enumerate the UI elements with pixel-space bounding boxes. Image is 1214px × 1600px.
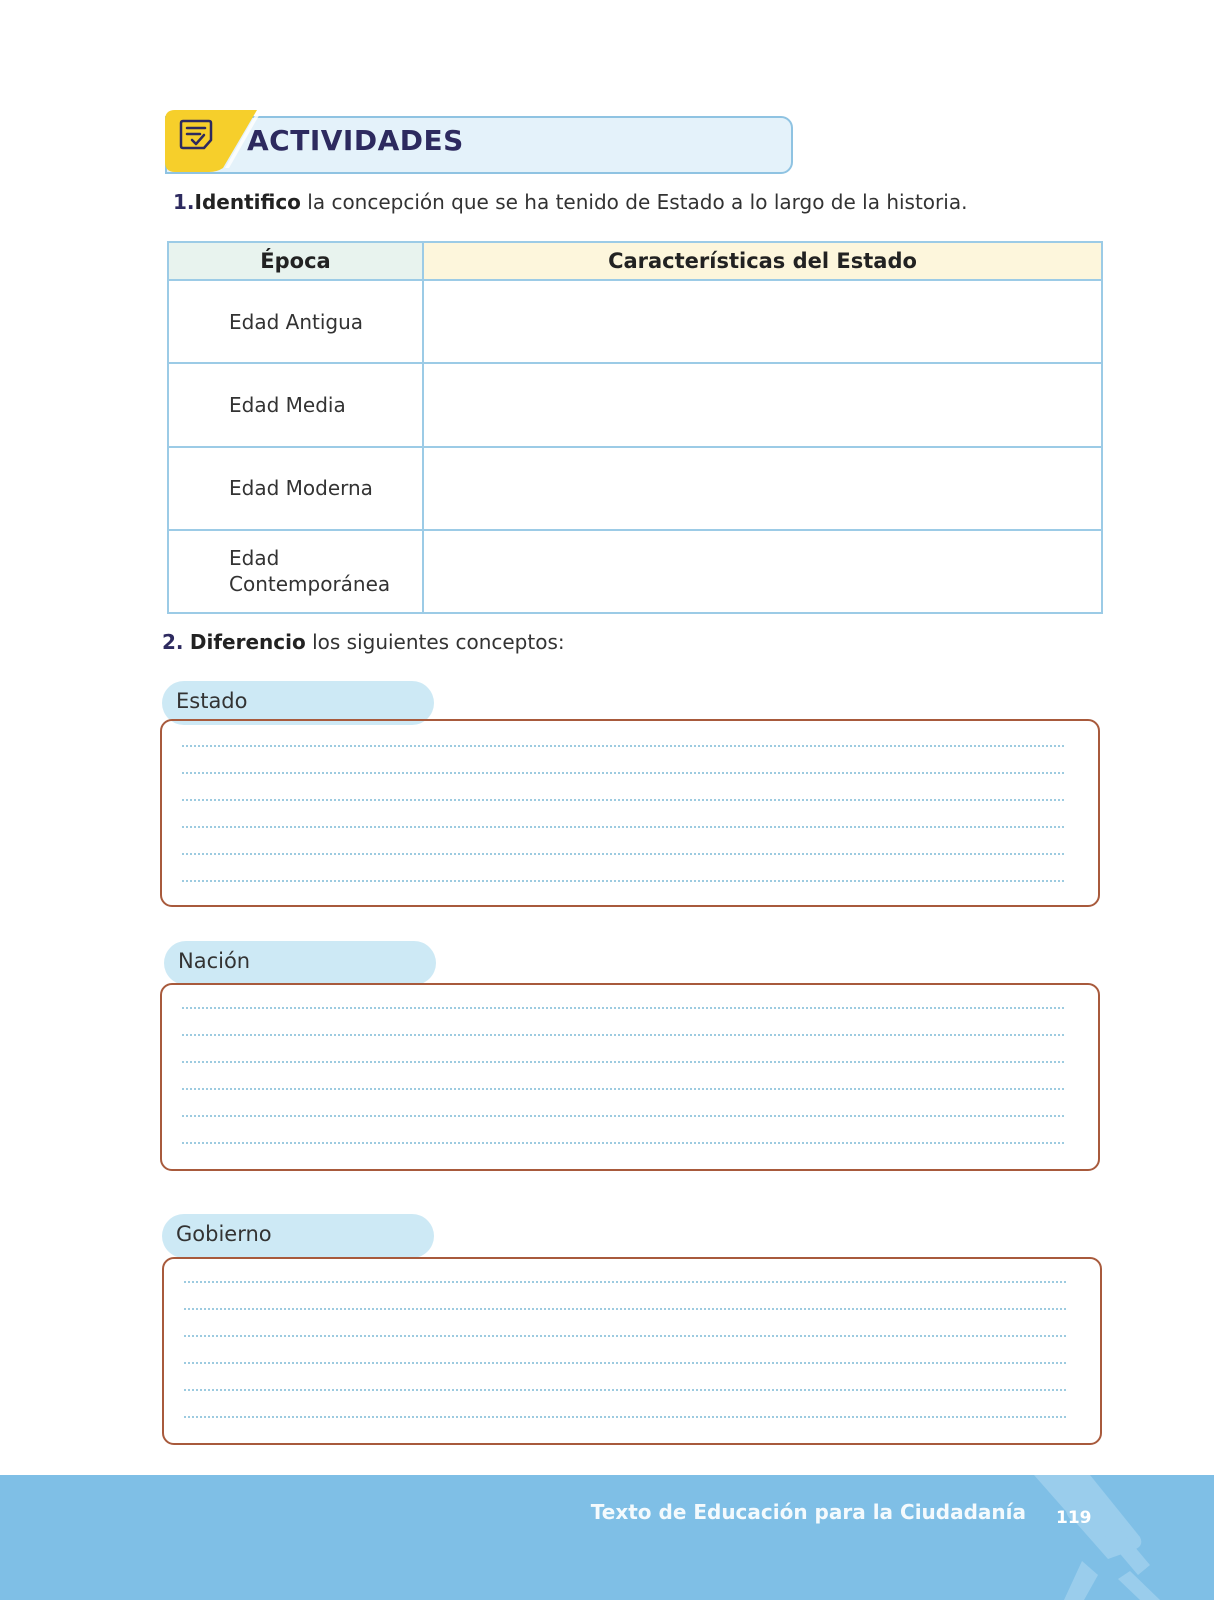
characteristics-cell[interactable] bbox=[423, 280, 1102, 363]
epoch-cell-line-1: Edad bbox=[229, 546, 280, 571]
epoch-cell-line-2: Contemporánea bbox=[229, 572, 391, 597]
epoch-cell: Edad Moderna bbox=[168, 447, 423, 530]
concept-tab-gobierno: Gobierno bbox=[162, 1214, 434, 1258]
writing-line bbox=[182, 1142, 1064, 1144]
table-row bbox=[168, 530, 1102, 613]
answer-box-estado[interactable] bbox=[160, 719, 1100, 907]
page-footer bbox=[0, 1475, 1214, 1600]
checklist-note-icon bbox=[178, 118, 214, 152]
writing-line bbox=[182, 826, 1064, 828]
epoch-cell: Edad Media bbox=[168, 363, 423, 446]
concept-tab-estado: Estado bbox=[162, 681, 434, 725]
writing-line bbox=[182, 880, 1064, 882]
writing-line bbox=[182, 772, 1064, 774]
question-1-verb: Identifico bbox=[194, 190, 301, 214]
question-1 bbox=[173, 190, 967, 214]
table-row bbox=[168, 447, 1102, 530]
question-1-text: la concepción que se ha tenido de Estado a lo largo de la historia. bbox=[300, 190, 968, 214]
epoch-cell: Edad Antigua bbox=[168, 280, 423, 363]
writing-line bbox=[184, 1335, 1066, 1337]
writing-line bbox=[182, 745, 1064, 747]
writing-line bbox=[182, 1061, 1064, 1063]
characteristics-cell[interactable] bbox=[423, 447, 1102, 530]
activities-title: ACTIVIDADES bbox=[247, 124, 464, 157]
characteristics-cell[interactable] bbox=[423, 530, 1102, 613]
writing-line bbox=[182, 1088, 1064, 1090]
characteristics-cell[interactable] bbox=[423, 363, 1102, 446]
answer-box-gobierno[interactable] bbox=[162, 1257, 1102, 1445]
footer-title: Texto de Educación para la Ciudadanía bbox=[590, 1500, 1026, 1524]
rocket-icon bbox=[1020, 1475, 1214, 1600]
writing-line bbox=[184, 1362, 1066, 1364]
header-epoca: Época bbox=[168, 242, 423, 280]
epoch-cell bbox=[168, 530, 423, 613]
writing-line bbox=[182, 1115, 1064, 1117]
question-2-number: 2. bbox=[162, 630, 184, 654]
writing-line bbox=[184, 1281, 1066, 1283]
writing-line bbox=[182, 1034, 1064, 1036]
writing-line bbox=[184, 1416, 1066, 1418]
header-caracteristicas: Características del Estado bbox=[423, 242, 1102, 280]
concept-tab-nacion: Nación bbox=[164, 941, 436, 985]
question-2-text: los siguientes conceptos: bbox=[305, 630, 565, 654]
writing-line bbox=[184, 1308, 1066, 1310]
page-number: 119 bbox=[1056, 1508, 1092, 1528]
writing-line bbox=[182, 1007, 1064, 1009]
table-row bbox=[168, 280, 1102, 363]
answer-box-nacion[interactable] bbox=[160, 983, 1100, 1171]
question-2 bbox=[162, 630, 565, 654]
writing-line bbox=[184, 1389, 1066, 1391]
question-2-verb: Diferencio bbox=[189, 630, 306, 654]
writing-line bbox=[182, 799, 1064, 801]
question-1-number: 1. bbox=[173, 190, 195, 214]
epoch-table bbox=[167, 241, 1103, 614]
table-row bbox=[168, 363, 1102, 446]
writing-line bbox=[182, 853, 1064, 855]
